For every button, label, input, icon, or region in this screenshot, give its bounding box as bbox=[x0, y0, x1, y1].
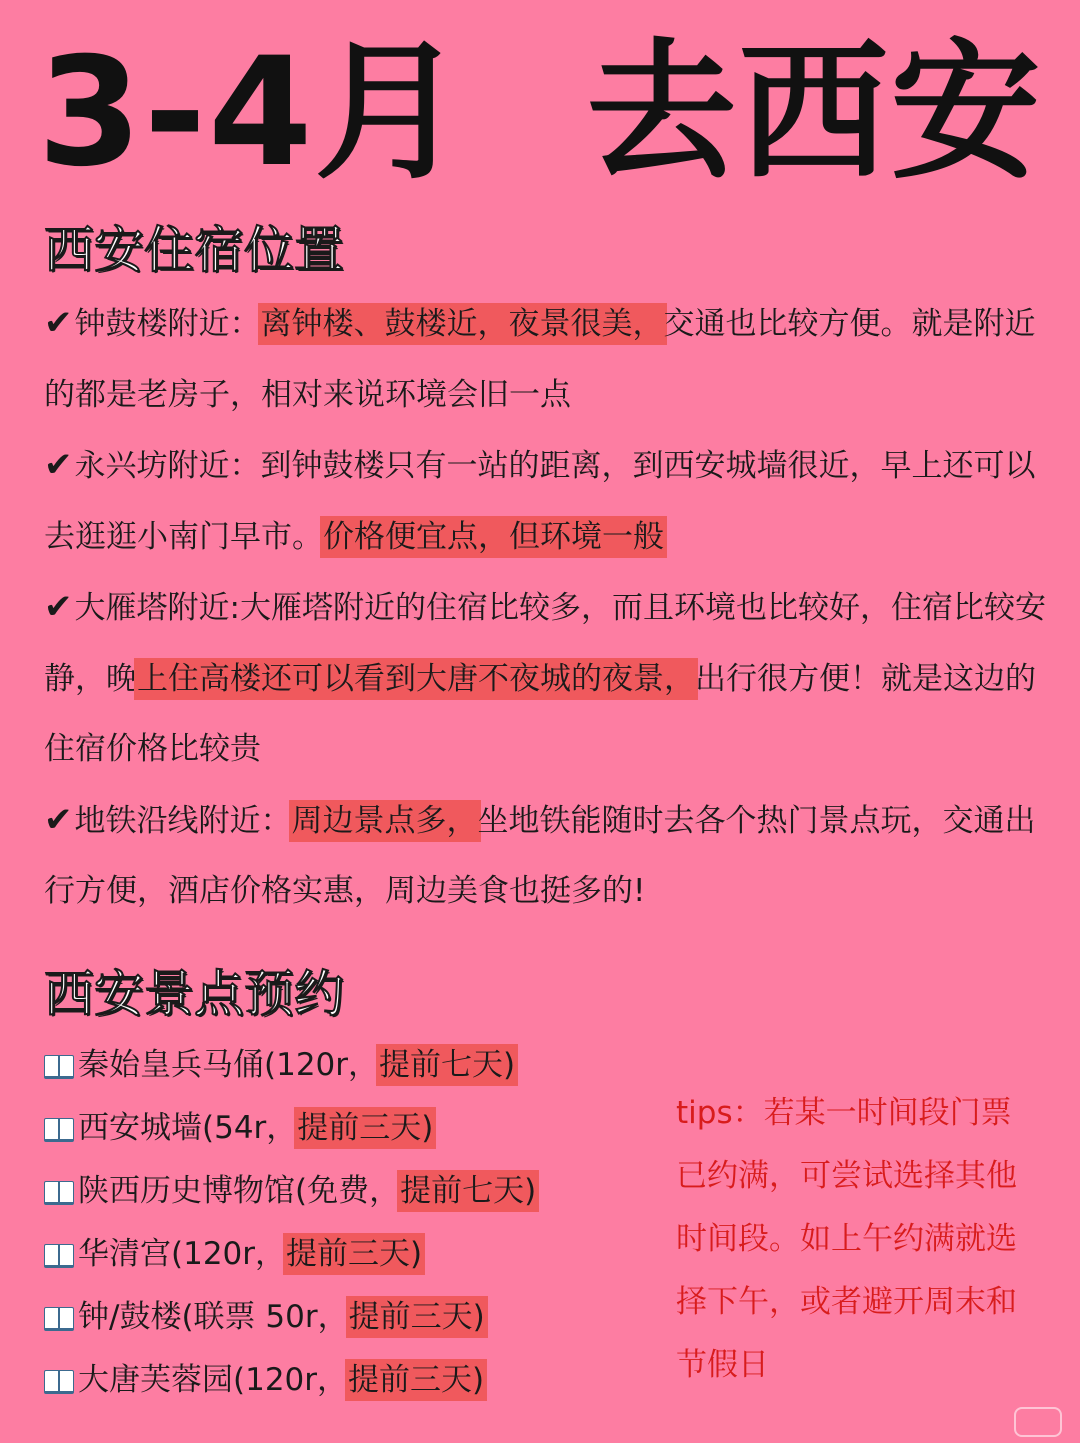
book-icon bbox=[44, 1307, 74, 1329]
lodging-text: 坐地铁能随时去各个热门景点玩，交通出行方便，酒店价格实惠，周边美食也挺多的! bbox=[44, 802, 1036, 909]
spot-highlight: 提前三天) bbox=[286, 1236, 423, 1272]
lodging-item bbox=[44, 785, 1054, 927]
lodging-label: 钟鼓楼附近： bbox=[74, 306, 261, 342]
spots-list bbox=[44, 1034, 654, 1412]
book-icon bbox=[44, 1055, 74, 1077]
lodging-label: 大雁塔附近: bbox=[74, 590, 240, 626]
check-icon: ✔ bbox=[44, 799, 73, 840]
spot-item bbox=[44, 1349, 654, 1412]
page-title bbox=[0, 28, 1080, 198]
spot-highlight: 提前三天) bbox=[348, 1362, 485, 1398]
lodging-text: 到钟鼓楼只有一站的距离，到西安城墙很近，早上还可以去逛逛小南门早市。 bbox=[44, 448, 1036, 555]
lodging-label: 永兴坊附近： bbox=[74, 448, 261, 484]
spot-text: 陕西历史博物馆(免费， bbox=[78, 1173, 401, 1209]
lodging-text: 出行很方便！就是这边的住宿价格比较贵 bbox=[44, 660, 1036, 767]
lodging-list bbox=[44, 288, 1054, 927]
book-icon bbox=[44, 1181, 74, 1203]
spot-item bbox=[44, 1286, 654, 1349]
spot-text: 钟/鼓楼(联票 50r， bbox=[78, 1299, 349, 1335]
lodging-text: 大雁塔附近的住宿比较多，而且环境也比较好，住宿比较安静，晚 bbox=[44, 590, 1046, 697]
lodging-highlight: 上住高楼还可以看到大唐不夜城的夜景， bbox=[137, 660, 695, 697]
spot-text: 秦始皇兵马俑(120r， bbox=[78, 1047, 380, 1083]
lodging-highlight: 离钟楼、鼓楼近，夜景很美， bbox=[260, 306, 664, 342]
book-icon bbox=[44, 1118, 74, 1140]
spot-highlight: 提前三天) bbox=[297, 1110, 434, 1146]
spot-text: 西安城墙(54r， bbox=[78, 1110, 298, 1146]
spot-text: 华清宫(120r， bbox=[78, 1236, 287, 1272]
spot-highlight: 提前七天) bbox=[379, 1047, 516, 1083]
check-icon: ✔ bbox=[44, 587, 73, 627]
watermark-icon bbox=[1014, 1407, 1062, 1437]
check-icon: ✔ bbox=[44, 303, 73, 343]
spot-item bbox=[44, 1223, 654, 1286]
lodging-text: 交通也比较方便。就是附近的都是老房子，相对来说环境会旧一点 bbox=[44, 306, 1036, 413]
lodging-highlight: 价格便宜点，但环境一般 bbox=[323, 518, 664, 555]
spots-heading: 西安景点预约 bbox=[44, 965, 344, 1023]
spot-highlight: 提前三天) bbox=[348, 1299, 485, 1335]
spot-item bbox=[44, 1160, 654, 1223]
lodging-highlight: 周边景点多， bbox=[291, 802, 478, 839]
title-part1: 3-4月 bbox=[37, 26, 467, 200]
spot-text: 大唐芙蓉园(120r， bbox=[78, 1362, 349, 1398]
book-icon bbox=[44, 1370, 74, 1392]
spot-item bbox=[44, 1097, 654, 1160]
spot-item bbox=[44, 1034, 654, 1097]
lodging-item bbox=[44, 572, 1054, 785]
check-icon: ✔ bbox=[44, 445, 73, 485]
tips-note: tips：若某一时间段门票已约满，可尝试选择其他时间段。如上午约满就选择下午，或者避开周末和节假日 bbox=[676, 1095, 1017, 1383]
lodging-item bbox=[44, 288, 1054, 430]
spot-highlight: 提前七天) bbox=[400, 1173, 537, 1209]
lodging-heading: 西安住宿位置 bbox=[44, 221, 344, 279]
book-icon bbox=[44, 1244, 74, 1266]
title-part2: 去西安 bbox=[586, 26, 1043, 200]
lodging-item bbox=[44, 430, 1054, 572]
lodging-label: 地铁沿线附近： bbox=[74, 802, 292, 839]
